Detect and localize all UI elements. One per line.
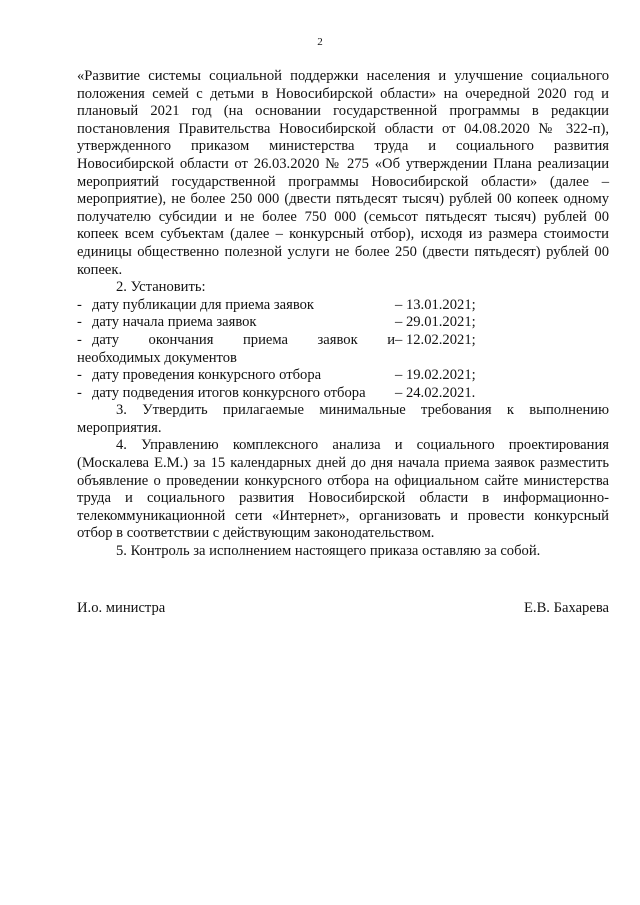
schedule-list [77,297,609,403]
schedule-date: – 19.02.2021; [395,367,476,384]
list-dash: - [77,384,82,401]
item-5-paragraph: 5. Контроль за исполнением настоящего приказа оставляю за собой. [116,543,541,560]
schedule-item [77,314,609,332]
schedule-item [77,385,609,403]
signature-block [77,600,609,618]
item-2-heading: 2. Установить: [116,279,206,296]
item-3-paragraph: 3. Утвердить прилагаемые минимальные требования к выполнению мероприятия. [77,402,609,436]
schedule-label: дату публикации для приема заявок [92,296,315,313]
list-dash: - [77,296,82,313]
schedule-date: – 29.01.2021; [395,314,476,331]
page-number: 2 [317,36,323,48]
item-4-paragraph: 4. Управлению комплексного анализа и социального проектирования (Москалева Е.М.) за 15 календарных дней до дня начала приема заявок разместить объявление о проведении конкурсного отбора на официальном сайте министерства труда и социального развития Новосибирской области в информационно-телекоммуникационной сети «Интернет», организовать и провести конкурсный отбор в соответствии с действующим законодательством. [77,437,609,542]
intro-paragraph: «Развитие системы социальной поддержки населения и улучшение социального положения семей с детьми в Новосибирской области» на очередной 2020 год и плановый 2021 год (на основании государственной программы в редакции постановления Правительства Новосибирской области от 04.08.2020 № 322-п), утвержденного приказом министерства труда и социального развития Новосибирской области от 26.03.2020 № 275 «Об утверждении Плана реализации мероприятий государственной программы Новосибирской области» (далее – мероприятие), не более 250 000 (двести пятьдесят тысяч) рублей 00 копеек одному получателю субсидии и не более 750 000 (семьсот пятьдесят тысяч) рублей 00 копеек всем субъектам (далее – конкурсный отбор), исходя из размера стоимости единицы общественно полезной услуги не более 250 (двести пятьдесят) рублей 00 копеек. [77,68,609,278]
schedule-date: – 24.02.2021. [395,384,476,401]
schedule-item [77,367,609,385]
schedule-label: дату проведения конкурсного отбора [92,367,322,384]
signatory-position: И.о. министра [77,600,166,616]
schedule-item [77,332,609,350]
list-dash: - [77,331,82,348]
schedule-label: дату окончания приема заявок и [92,331,395,348]
schedule-item [77,297,609,315]
document-body [77,68,609,561]
schedule-label-continuation: необходимых документов [77,349,237,366]
schedule-label: дату начала приема заявок [92,314,257,331]
schedule-label: дату подведения итогов конкурсного отбора [92,384,366,401]
list-dash: - [77,367,82,384]
schedule-date: – 12.02.2021; [395,331,476,348]
list-dash: - [77,314,82,331]
schedule-date: – 13.01.2021; [395,296,476,313]
signatory-name: Е.В. Бахарева [524,600,609,616]
